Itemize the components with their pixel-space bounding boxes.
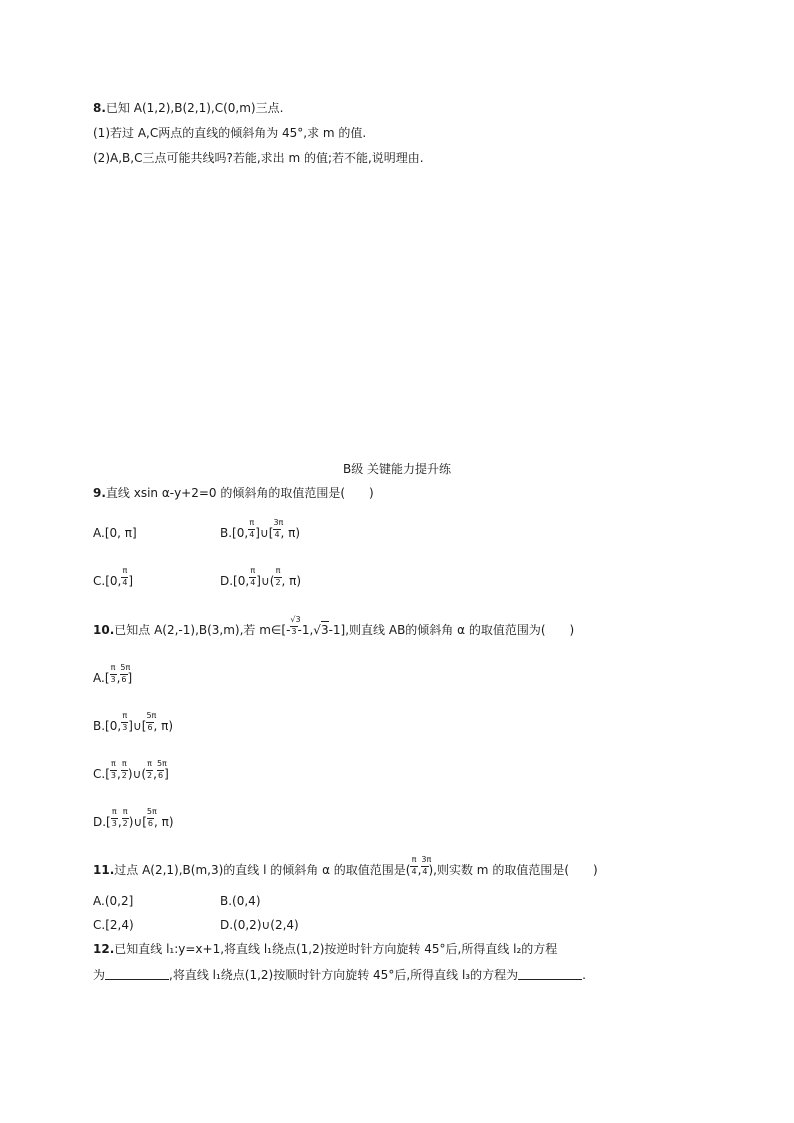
q10-d-f2-bot: 2 bbox=[122, 819, 128, 828]
q12-answer-blank-1[interactable] bbox=[105, 967, 169, 980]
q10-a-post: ] bbox=[127, 671, 133, 685]
q9-c-frac-bot: 4 bbox=[122, 578, 128, 587]
q10-c-f2-bot: 2 bbox=[121, 771, 127, 780]
q10-d-post: , π) bbox=[154, 815, 174, 829]
q12-line1 bbox=[93, 941, 557, 957]
q8-number: 8. bbox=[93, 101, 106, 115]
q10-c-f4-top: 5π bbox=[156, 759, 167, 768]
q11-f2-bot: 4 bbox=[422, 867, 428, 876]
q10-d-f3-top: 5π bbox=[146, 807, 157, 816]
q10-root: 3 bbox=[320, 623, 329, 637]
q10-c-sep1: , bbox=[116, 767, 121, 781]
q8-stem: 已知 A(1,2),B(2,1),C(0,m)三点. bbox=[105, 101, 284, 115]
q10-b-frac1 bbox=[121, 711, 128, 732]
q9-b-post: , π) bbox=[280, 526, 301, 540]
q8-part2: (2)A,B,C三点可能共线吗?若能,求出 m 的值;若不能,说明理由. bbox=[93, 151, 424, 165]
q9-d-frac2 bbox=[274, 566, 281, 587]
q10-d-pre: D.[ bbox=[93, 815, 111, 829]
q10-a-pre: A.[ bbox=[93, 671, 110, 685]
q9-d-post: , π) bbox=[281, 574, 302, 588]
q12-number: 12. bbox=[93, 942, 115, 956]
q12-line2 bbox=[93, 967, 586, 983]
q11-sep: , bbox=[417, 863, 422, 877]
q9-b-frac2-bot: 4 bbox=[274, 530, 280, 539]
q10-d-frac2 bbox=[122, 807, 129, 828]
q10-d-mid: )∪[ bbox=[128, 815, 147, 829]
q10-a-sep: , bbox=[116, 671, 121, 685]
q10-c-mid: )∪( bbox=[127, 767, 147, 781]
q11-f1-bot: 4 bbox=[411, 867, 417, 876]
q12-line2-pre: 为 bbox=[93, 968, 106, 982]
q11-number: 11. bbox=[93, 863, 115, 877]
q11-option-d: D.(0,2)∪(2,4) bbox=[220, 918, 299, 932]
q10-c-sep2: , bbox=[153, 767, 157, 781]
q10-b-mid: ]∪[ bbox=[128, 719, 147, 733]
q8-stem-line bbox=[93, 100, 283, 116]
section-heading: B级 关键能力提升练 bbox=[342, 462, 452, 476]
q9-c-frac bbox=[121, 566, 128, 587]
q9-d-frac2-top: π bbox=[275, 566, 281, 575]
q10-stem-pre: 已知点 A(2,-1),B(3,m),若 m∈[- bbox=[114, 623, 291, 637]
q9-b-frac1-top: π bbox=[249, 518, 255, 527]
q9-d-pre: D.[0, bbox=[220, 574, 250, 588]
q11-option-a: A.(0,2] bbox=[93, 894, 134, 908]
q10-a-f1-top: π bbox=[110, 663, 116, 672]
q10-a-f2-bot: 6 bbox=[121, 675, 127, 684]
q9-b-frac1 bbox=[248, 518, 255, 539]
q9-b-frac1-bot: 4 bbox=[249, 530, 255, 539]
q10-a-frac1 bbox=[110, 663, 117, 684]
q12-line2-post: . bbox=[582, 968, 586, 982]
q12-line2-mid: ,将直线 l₁绕点(1,2)按顺时针方向旋转 45°后,所得直线 l₃的方程为 bbox=[169, 968, 519, 982]
q10-stem-mid: -1, bbox=[297, 623, 314, 637]
q9-stem-line bbox=[93, 485, 374, 501]
q10-b-f1-top: π bbox=[122, 711, 128, 720]
q10-d-f2-top: π bbox=[122, 807, 128, 816]
q10-c-f3-bot: 2 bbox=[147, 771, 153, 780]
q10-stem-line: 10.已知点 A(2,-1),B(3,m),若 m∈[- $\frac{√3}{3}$ -1,√3-1],则直线 AB的倾斜角 α 的取值范围为( ) bbox=[93, 615, 575, 637]
q10-stem-post: -1],则直线 AB的倾斜角 α 的取值范围为( ) bbox=[328, 623, 575, 637]
q9-option-a: A.[0, π] bbox=[93, 526, 137, 540]
q10-b-f2-top: 5π bbox=[146, 711, 157, 720]
q10-c-frac2 bbox=[121, 759, 128, 780]
q10-d-sep1: , bbox=[117, 815, 122, 829]
q11-stem-post: ),则实数 m 的取值范围是( ) bbox=[428, 863, 598, 877]
q9-number: 9. bbox=[93, 486, 106, 500]
q10-c-f3-top: π bbox=[147, 759, 152, 768]
q9-c-post: ] bbox=[128, 574, 134, 588]
q9-option-d bbox=[220, 566, 302, 589]
q11-option-c: C.[2,4) bbox=[93, 918, 134, 932]
q10-c-f4-bot: 6 bbox=[157, 771, 164, 780]
q10-d-f3-bot: 6 bbox=[147, 819, 154, 828]
q10-d-frac1 bbox=[111, 807, 118, 828]
q9-b-pre: B.[0, bbox=[220, 526, 249, 540]
q10-frac-top: √3 bbox=[290, 615, 301, 624]
q11-stem-pre: 过点 A(2,1),B(m,3)的直线 l 的倾斜角 α 的取值范围是( bbox=[114, 863, 411, 877]
q9-c-frac-top: π bbox=[122, 566, 128, 575]
q9-d-frac1-bot: 4 bbox=[250, 578, 256, 587]
q11-f2-top: 3π bbox=[421, 855, 432, 864]
q10-a-f2-top: 5π bbox=[120, 663, 131, 672]
q10-c-f2-top: π bbox=[121, 759, 127, 768]
q10-b-pre: B.[0, bbox=[93, 719, 122, 733]
q11-f1-top: π bbox=[411, 855, 417, 864]
q10-frac-bot: 3 bbox=[291, 627, 297, 636]
q10-d-f1-bot: 3 bbox=[111, 819, 117, 828]
q12-line1-text: 已知直线 l₁:y=x+1,将直线 l₁绕点(1,2)按逆时针方向旋转 45°后,所得直线 l₂的方程 bbox=[114, 942, 558, 956]
q10-b-f1-bot: 3 bbox=[122, 723, 128, 732]
q10-a-f1-bot: 3 bbox=[110, 675, 116, 684]
q9-b-mid: ]∪[ bbox=[255, 526, 274, 540]
q10-c-f1-bot: 3 bbox=[110, 771, 116, 780]
q9-d-frac2-bot: 2 bbox=[275, 578, 281, 587]
q9-d-frac1 bbox=[249, 566, 256, 587]
q10-frac bbox=[290, 615, 301, 636]
q9-d-mid: ]∪( bbox=[256, 574, 275, 588]
q12-answer-blank-2[interactable] bbox=[518, 967, 582, 980]
q9-d-frac1-top: π bbox=[250, 566, 256, 575]
q8-part1: (1)若过 A,C两点的直线的倾斜角为 45°,求 m 的值. bbox=[93, 126, 367, 140]
q11-frac1 bbox=[410, 855, 417, 876]
q9-b-frac2-top: 3π bbox=[273, 518, 284, 527]
q10-c-post: ] bbox=[164, 767, 169, 781]
q10-c-f1-top: π bbox=[111, 759, 116, 768]
q10-c-frac3 bbox=[146, 759, 153, 780]
q10-number: 10. bbox=[93, 623, 115, 637]
q10-b-post: , π) bbox=[153, 719, 174, 733]
q9-c-pre: C.[0, bbox=[93, 574, 122, 588]
q10-c-frac1 bbox=[110, 759, 117, 780]
q10-c-pre: C.[ bbox=[93, 767, 110, 781]
q10-d-f1-top: π bbox=[111, 807, 117, 816]
q10-b-f2-bot: 6 bbox=[147, 723, 153, 732]
q9-option-c bbox=[93, 566, 134, 589]
q11-option-b: B.(0,4) bbox=[220, 894, 261, 908]
q9-stem: 直线 xsin α-y+2=0 的倾斜角的取值范围是( ) bbox=[105, 486, 374, 500]
